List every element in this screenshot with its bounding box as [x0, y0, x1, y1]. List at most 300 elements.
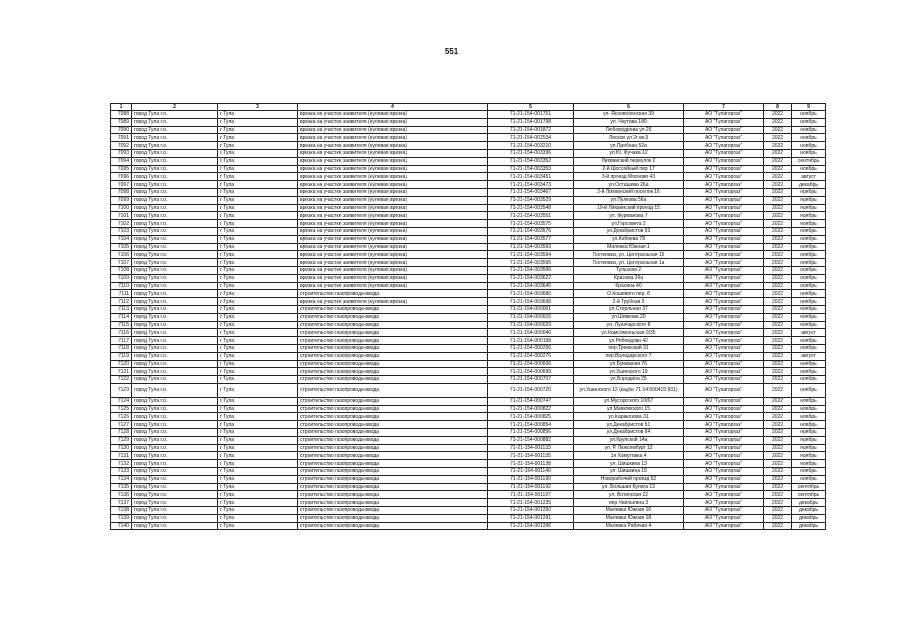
year-cell: 2022	[764, 429, 792, 437]
address-cell: ул. Шишкина 15	[574, 468, 684, 476]
work-type-cell: строительство газопровода-ввода	[298, 507, 488, 515]
month-cell: ноябрь	[792, 305, 826, 313]
work-type-cell: строительство газопровода-ввода	[298, 360, 488, 368]
month-cell: ноябрь	[792, 165, 826, 173]
year-cell: 2022	[764, 522, 792, 530]
settlement-cell: г Тула	[218, 118, 298, 126]
row-number-cell: 7112	[111, 298, 132, 306]
address-cell: Новорабочий проезд 52	[574, 475, 684, 483]
municipality-cell: город Тула г.о.	[132, 413, 218, 421]
settlement-cell: г Тула	[218, 305, 298, 313]
settlement-cell: г Тула	[218, 220, 298, 228]
settlement-cell: г Тула	[218, 460, 298, 468]
work-type-cell: строительство газопровода-ввода	[298, 305, 488, 313]
work-type-cell: врезка на участке заявителя (нулевая врезка)	[298, 212, 488, 220]
table-row	[111, 475, 826, 483]
row-number-cell: 7115	[111, 321, 132, 329]
work-type-cell: врезка на участке заявителя (нулевая врезка)	[298, 204, 488, 212]
organization-cell: АО "Тулагоргаз"	[684, 352, 764, 360]
address-cell: ул.Мусоргского 10/67	[574, 397, 684, 405]
application-number-cell: 71-21-154-000882	[488, 436, 574, 444]
month-cell: ноябрь	[792, 227, 826, 235]
work-type-cell: врезка на участке заявителя (нулевая врезка)	[298, 188, 488, 196]
settlement-cell: г Тула	[218, 405, 298, 413]
settlement-cell: г Тула	[218, 337, 298, 345]
settlement-cell: г Тула	[218, 126, 298, 134]
table-row	[111, 397, 826, 405]
table-row	[111, 499, 826, 507]
municipality-cell: город Тула г.о.	[132, 499, 218, 507]
table-row	[111, 329, 826, 337]
work-type-cell: врезка на участке заявителя (нулевая врезка)	[298, 181, 488, 189]
municipality-cell: город Тула г.о.	[132, 313, 218, 321]
year-cell: 2022	[764, 491, 792, 499]
application-number-cell: 71-21-154-000276	[488, 352, 574, 360]
application-number-cell: 71-21-154-000699	[488, 368, 574, 376]
municipality-cell: город Тула г.о.	[132, 305, 218, 313]
row-number-cell: 7118	[111, 344, 132, 352]
month-cell: ноябрь	[792, 282, 826, 290]
application-number-cell: 71-21-154-001296	[488, 522, 574, 530]
month-cell: ноябрь	[792, 243, 826, 251]
organization-cell: АО "Тулагоргаз"	[684, 196, 764, 204]
month-cell: ноябрь	[792, 337, 826, 345]
settlement-cell: г Тула	[218, 376, 298, 384]
table-row	[111, 142, 826, 150]
organization-cell: АО "Тулагоргаз"	[684, 499, 764, 507]
municipality-cell: город Тула г.о.	[132, 522, 218, 530]
table-row	[111, 235, 826, 243]
municipality-cell: город Тула г.о.	[132, 321, 218, 329]
month-cell: ноябрь	[792, 134, 826, 142]
table-row	[111, 483, 826, 491]
year-cell: 2022	[764, 329, 792, 337]
organization-cell: АО "Тулагоргаз"	[684, 173, 764, 181]
work-type-cell: строительство газопровода-ввода	[298, 397, 488, 405]
table-row	[111, 436, 826, 444]
table-row	[111, 429, 826, 437]
month-cell: декабрь	[792, 522, 826, 530]
address-cell: ул.Горсовета 2	[574, 220, 684, 228]
table-row	[111, 452, 826, 460]
work-type-cell: врезка на участке заявителя (нулевая врезка)	[298, 251, 488, 259]
address-cell: Любомудрова ул 26	[574, 126, 684, 134]
row-number-cell: 7094	[111, 157, 132, 165]
address-cell: Гостеевка, ул. Центральная 1а	[574, 259, 684, 267]
organization-cell: АО "Тулагоргаз"	[684, 360, 764, 368]
row-number-cell: 7095	[111, 165, 132, 173]
month-cell: ноябрь	[792, 266, 826, 274]
month-cell: ноябрь	[792, 126, 826, 134]
organization-cell: АО "Тулагоргаз"	[684, 522, 764, 530]
work-type-cell: врезка на участке заявителя (нулевая врезка)	[298, 259, 488, 267]
organization-cell: АО "Тулагоргаз"	[684, 337, 764, 345]
settlement-cell: г Тула	[218, 468, 298, 476]
row-number-cell: 7135	[111, 483, 132, 491]
year-cell: 2022	[764, 436, 792, 444]
row-number-cell: 7117	[111, 337, 132, 345]
organization-cell: АО "Тулагоргаз"	[684, 413, 764, 421]
settlement-cell: г Тула	[218, 173, 298, 181]
month-cell: ноябрь	[792, 421, 826, 429]
work-type-cell: врезка на участке заявителя (нулевая врезка)	[298, 173, 488, 181]
month-cell: ноябрь	[792, 376, 826, 384]
organization-cell: АО "Тулагоргаз"	[684, 383, 764, 397]
work-type-cell: строительство газопровода-ввода	[298, 321, 488, 329]
municipality-cell: город Тула г.о.	[132, 142, 218, 150]
application-number-cell: 71-21-154-000198	[488, 337, 574, 345]
work-type-cell: врезка на участке заявителя (нулевая врезка)	[298, 126, 488, 134]
table-row	[111, 368, 826, 376]
settlement-cell: г Тула	[218, 188, 298, 196]
municipality-cell: город Тула г.о.	[132, 282, 218, 290]
municipality-cell: город Тула г.о.	[132, 274, 218, 282]
application-number-cell: 71-21-154-003576	[488, 227, 574, 235]
organization-cell: АО "Тулагоргаз"	[684, 157, 764, 165]
row-number-cell: 7106	[111, 251, 132, 259]
table-row	[111, 227, 826, 235]
settlement-cell: г Тула	[218, 329, 298, 337]
address-cell: ул. Р. Люксембург 13	[574, 444, 684, 452]
work-type-cell: строительство газопровода-ввода	[298, 436, 488, 444]
municipality-cell: город Тула г.о.	[132, 251, 218, 259]
row-number-cell: 7128	[111, 429, 132, 437]
settlement-cell: г Тула	[218, 227, 298, 235]
work-type-cell: врезка на участке заявителя (нулевая врезка)	[298, 274, 488, 282]
year-cell: 2022	[764, 165, 792, 173]
address-cell: ул.Рябоедова 42	[574, 337, 684, 345]
application-number-cell: 71-21-154-000720	[488, 383, 574, 397]
row-number-cell: 7116	[111, 329, 132, 337]
row-number-cell: 7138	[111, 507, 132, 515]
settlement-cell: г Тула	[218, 251, 298, 259]
year-cell: 2022	[764, 421, 792, 429]
application-number-cell: 71-21-154-003548	[488, 204, 574, 212]
municipality-cell: город Тула г.о.	[132, 460, 218, 468]
application-number-cell: 71-21-154-003473	[488, 181, 574, 189]
year-cell: 2022	[764, 460, 792, 468]
address-cell: Малевка Рабочая 4	[574, 522, 684, 530]
address-cell: Лесков ул 2г кв.9	[574, 134, 684, 142]
organization-cell: АО "Тулагоргаз"	[684, 491, 764, 499]
work-type-cell: строительство газопровода-ввода	[298, 475, 488, 483]
table-row	[111, 196, 826, 204]
settlement-cell: г Тула	[218, 111, 298, 119]
work-type-cell: строительство газопровода-ввода	[298, 313, 488, 321]
application-number-cell: 71-21-154-000029	[488, 321, 574, 329]
organization-cell: АО "Тулагоргаз"	[684, 243, 764, 251]
row-number-cell: 7093	[111, 149, 132, 157]
application-number-cell: 71-21-154-000747	[488, 397, 574, 405]
settlement-cell: г Тула	[218, 444, 298, 452]
month-cell: декабрь	[792, 181, 826, 189]
work-type-cell: врезка на участке заявителя (нулевая врезка)	[298, 282, 488, 290]
application-number-cell: 71-21-154-003551	[488, 212, 574, 220]
year-cell: 2022	[764, 212, 792, 220]
application-number-cell: 71-21-154-001190	[488, 475, 574, 483]
year-cell: 2022	[764, 468, 792, 476]
organization-cell: АО "Тулагоргаз"	[684, 118, 764, 126]
organization-cell: АО "Тулагоргаз"	[684, 368, 764, 376]
address-cell: ул. Луначарского 8	[574, 321, 684, 329]
organization-cell: АО "Тулагоргаз"	[684, 274, 764, 282]
settlement-cell: г Тула	[218, 499, 298, 507]
row-number-cell: 7110	[111, 282, 132, 290]
application-number-cell: 71-21-154-001135	[488, 452, 574, 460]
address-cell: ул.Крупской 14а	[574, 436, 684, 444]
application-number-cell: 71-21-154-001872	[488, 126, 574, 134]
month-cell: ноябрь	[792, 142, 826, 150]
application-number-cell: 71-21-154-001291	[488, 514, 574, 522]
table-row	[111, 298, 826, 306]
settlement-cell: г Тула	[218, 134, 298, 142]
settlement-cell: г Тула	[218, 235, 298, 243]
address-cell: пер.Володарского 7	[574, 352, 684, 360]
organization-cell: АО "Тулагоргаз"	[684, 298, 764, 306]
address-cell: ул.Пребнан 52а	[574, 142, 684, 150]
month-cell: август	[792, 173, 826, 181]
work-type-cell: строительство газопровода-ввода	[298, 460, 488, 468]
organization-cell: АО "Тулагоргаз"	[684, 344, 764, 352]
address-cell: ул.Каракозова 31	[574, 413, 684, 421]
year-cell: 2022	[764, 444, 792, 452]
table-row	[111, 220, 826, 228]
table-row	[111, 305, 826, 313]
address-cell: 3-й проезд Мясново 43	[574, 173, 684, 181]
application-number-cell: 71-21-154-000856	[488, 429, 574, 437]
application-number-cell: 71-21-154-000707	[488, 376, 574, 384]
organization-cell: АО "Тулагоргаз"	[684, 235, 764, 243]
municipality-cell: город Тула г.о.	[132, 188, 218, 196]
year-cell: 2022	[764, 313, 792, 321]
year-cell: 2022	[764, 360, 792, 368]
table-row	[111, 522, 826, 530]
work-type-cell: строительство газопровода-ввода	[298, 491, 488, 499]
work-type-cell: врезка на участке заявителя (нулевая врезка)	[298, 266, 488, 274]
table-row	[111, 165, 826, 173]
municipality-cell: город Тула г.о.	[132, 173, 218, 181]
settlement-cell: г Тула	[218, 429, 298, 437]
year-cell: 2022	[764, 475, 792, 483]
application-number-cell: 71-21-154-001751	[488, 111, 574, 119]
address-cell: ул.Маяковского 15	[574, 405, 684, 413]
settlement-cell: г Тула	[218, 243, 298, 251]
municipality-cell: город Тула г.о.	[132, 507, 218, 515]
organization-cell: АО "Тулагоргаз"	[684, 329, 764, 337]
address-cell: ул.Декабристов 51	[574, 421, 684, 429]
table-row	[111, 149, 826, 157]
work-type-cell: врезка на участке заявителя (нулевая врезка)	[298, 196, 488, 204]
municipality-cell: город Тула г.о.	[132, 181, 218, 189]
work-type-cell: строительство газопровода-ввода	[298, 444, 488, 452]
municipality-cell: город Тула г.о.	[132, 337, 218, 345]
application-number-cell: 71-21-154-003593	[488, 243, 574, 251]
organization-cell: АО "Тулагоргаз"	[684, 259, 764, 267]
table-row	[111, 514, 826, 522]
municipality-cell: город Тула г.о.	[132, 165, 218, 173]
application-number-cell: 71-21-154-000256	[488, 344, 574, 352]
work-type-cell: врезка на участке заявителя (нулевая врезка)	[298, 227, 488, 235]
row-number-cell: 7100	[111, 204, 132, 212]
municipality-cell: город Тула г.о.	[132, 397, 218, 405]
municipality-cell: город Тула г.о.	[132, 483, 218, 491]
organization-cell: АО "Тулагоргаз"	[684, 290, 764, 298]
table-row	[111, 282, 826, 290]
table-row	[111, 243, 826, 251]
work-type-cell: строительство газопровода-ввода	[298, 421, 488, 429]
address-cell: ул.Ю. Фучика 12	[574, 149, 684, 157]
work-type-cell: строительство газопровода-ввода	[298, 383, 488, 397]
address-cell: Малевка Южная 18	[574, 514, 684, 522]
address-cell: ул.Кобяева 78	[574, 235, 684, 243]
address-cell: 2-й Трубная 5	[574, 298, 684, 306]
year-cell: 2022	[764, 483, 792, 491]
organization-cell: АО "Тулагоргаз"	[684, 436, 764, 444]
municipality-cell: город Тула г.о.	[132, 491, 218, 499]
row-number-cell: 7125	[111, 405, 132, 413]
column-header: 4	[298, 104, 488, 111]
municipality-cell: город Тула г.о.	[132, 452, 218, 460]
settlement-cell: г Тула	[218, 514, 298, 522]
year-cell: 2022	[764, 298, 792, 306]
settlement-cell: г Тула	[218, 522, 298, 530]
year-cell: 2022	[764, 290, 792, 298]
year-cell: 2022	[764, 204, 792, 212]
work-type-cell: строительство газопровода-ввода	[298, 290, 488, 298]
column-header: 1	[111, 104, 132, 111]
work-type-cell: врезка на участке заявителя (нулевая врезка)	[298, 149, 488, 157]
year-cell: 2022	[764, 337, 792, 345]
application-number-cell: 71-21-154-003577	[488, 235, 574, 243]
municipality-cell: город Тула г.о.	[132, 212, 218, 220]
municipality-cell: город Тула г.о.	[132, 235, 218, 243]
table-row	[111, 259, 826, 267]
settlement-cell: г Тула	[218, 290, 298, 298]
work-type-cell: строительство газопровода-ввода	[298, 329, 488, 337]
table-row	[111, 173, 826, 181]
settlement-cell: г Тула	[218, 507, 298, 515]
address-cell: 2-й Шоссейный пер 17	[574, 165, 684, 173]
organization-cell: АО "Тулагоргаз"	[684, 227, 764, 235]
work-type-cell: строительство газопровода-ввода	[298, 337, 488, 345]
settlement-cell: г Тула	[218, 157, 298, 165]
month-cell: ноябрь	[792, 290, 826, 298]
row-number-cell: 7119	[111, 352, 132, 360]
organization-cell: АО "Тулагоргаз"	[684, 149, 764, 157]
settlement-cell: г Тула	[218, 421, 298, 429]
row-number-cell: 7109	[111, 274, 132, 282]
work-type-cell: строительство газопровода-ввода	[298, 368, 488, 376]
year-cell: 2022	[764, 383, 792, 397]
address-cell: ул.Ушинского 19	[574, 368, 684, 376]
municipality-cell: город Тула г.о.	[132, 405, 218, 413]
settlement-cell: г Тула	[218, 212, 298, 220]
municipality-cell: город Тула г.о.	[132, 444, 218, 452]
address-cell: Лихвинский переулок 2	[574, 157, 684, 165]
table-row	[111, 274, 826, 282]
year-cell: 2022	[764, 259, 792, 267]
header-row	[111, 104, 826, 111]
month-cell: ноябрь	[792, 413, 826, 421]
organization-cell: АО "Тулагоргаз"	[684, 460, 764, 468]
month-cell: декабрь	[792, 507, 826, 515]
organization-cell: АО "Тулагоргаз"	[684, 251, 764, 259]
work-type-cell: врезка на участке заявителя (нулевая врезка)	[298, 157, 488, 165]
municipality-cell: город Тула г.о.	[132, 475, 218, 483]
organization-cell: АО "Тулагоргаз"	[684, 376, 764, 384]
address-cell: Малевка Южная 16	[574, 507, 684, 515]
application-number-cell: 71-21-154-003698	[488, 298, 574, 306]
year-cell: 2022	[764, 251, 792, 259]
settlement-cell: г Тула	[218, 298, 298, 306]
column-header: 9	[792, 104, 826, 111]
address-cell: ул.Декабристов 93	[574, 227, 684, 235]
application-number-cell: 71-21-154-001798	[488, 118, 574, 126]
settlement-cell: г Тула	[218, 313, 298, 321]
work-type-cell: строительство газопровода-ввода	[298, 514, 488, 522]
table-row	[111, 157, 826, 165]
application-number-cell: 71-21-154-001140	[488, 468, 574, 476]
address-cell: ул.Ушинского 12 (кад№ 71:14:000415:931)	[574, 383, 684, 397]
address-cell: 2-й Лихвинский поселок 16	[574, 188, 684, 196]
month-cell: ноябрь	[792, 259, 826, 267]
settlement-cell: г Тула	[218, 204, 298, 212]
address-cell: ул.Стерльная 37	[574, 305, 684, 313]
month-cell: декабрь	[792, 514, 826, 522]
settlement-cell: г Тула	[218, 142, 298, 150]
month-cell: ноябрь	[792, 196, 826, 204]
year-cell: 2022	[764, 142, 792, 150]
table-row	[111, 360, 826, 368]
year-cell: 2022	[764, 196, 792, 204]
organization-cell: АО "Тулагоргаз"	[684, 126, 764, 134]
row-number-cell: 7099	[111, 196, 132, 204]
year-cell: 2022	[764, 126, 792, 134]
address-cell: ул.Пулкова 56а	[574, 196, 684, 204]
column-header: 7	[684, 104, 764, 111]
settlement-cell: г Тула	[218, 368, 298, 376]
municipality-cell: город Тула г.о.	[132, 196, 218, 204]
row-number-cell: 7105	[111, 243, 132, 251]
application-number-cell: 71-21-154-002534	[488, 134, 574, 142]
month-cell: ноябрь	[792, 220, 826, 228]
table-row	[111, 266, 826, 274]
row-number-cell: 7111	[111, 290, 132, 298]
month-cell: сентябрь	[792, 483, 826, 491]
row-number-cell: 7101	[111, 212, 132, 220]
application-number-cell: 71-21-154-003353	[488, 165, 574, 173]
organization-cell: АО "Тулагоргаз"	[684, 220, 764, 228]
application-number-cell: 71-21-154-003336	[488, 149, 574, 157]
table-row	[111, 181, 826, 189]
municipality-cell: город Тула г.о.	[132, 126, 218, 134]
month-cell: ноябрь	[792, 298, 826, 306]
address-cell: ул. Шишкина 13	[574, 460, 684, 468]
month-cell: ноябрь	[792, 475, 826, 483]
row-number-cell: 7107	[111, 259, 132, 267]
column-header: 3	[218, 104, 298, 111]
year-cell: 2022	[764, 266, 792, 274]
work-type-cell: врезка на участке заявителя (нулевая врезка)	[298, 298, 488, 306]
month-cell: ноябрь	[792, 468, 826, 476]
organization-cell: АО "Тулагоргаз"	[684, 282, 764, 290]
organization-cell: АО "Тулагоргаз"	[684, 165, 764, 173]
column-header: 2	[132, 104, 218, 111]
row-number-cell: 7130	[111, 444, 132, 452]
municipality-cell: город Тула г.о.	[132, 134, 218, 142]
municipality-cell: город Тула г.о.	[132, 157, 218, 165]
settlement-cell: г Тула	[218, 383, 298, 397]
